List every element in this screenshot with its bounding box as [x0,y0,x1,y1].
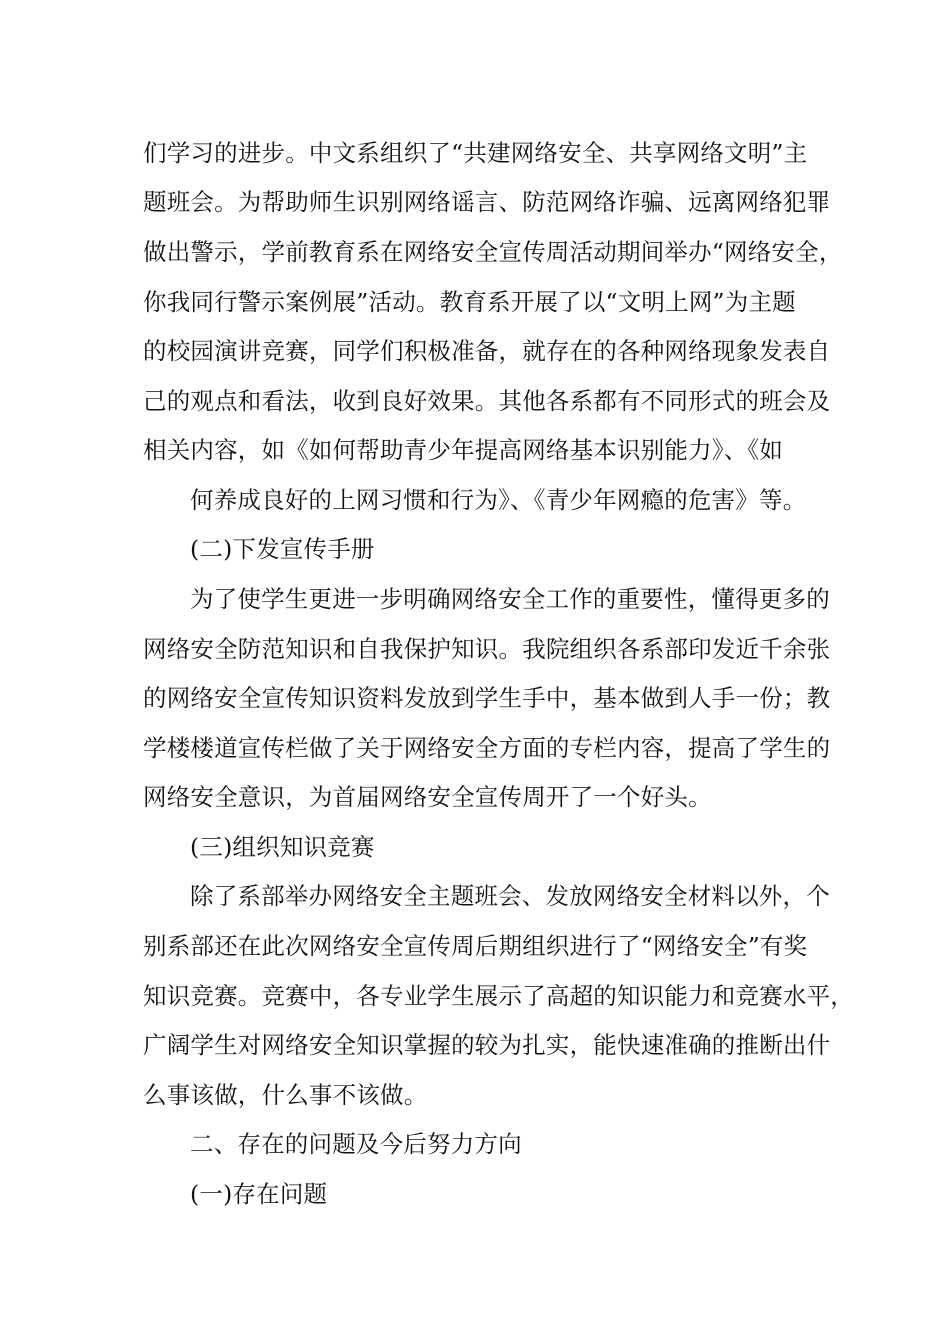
text-line: 相关内容，如《如何帮助青少年提高网络基本识别能力》、《如 [143,436,784,464]
text-line: 为了使学生更进一步明确网络安全工作的重要性，懂得更多的 [190,585,830,613]
text-line: 么事该做，什么事不该做。 [143,1081,428,1109]
text-line: 网络安全防范知识和自我保护知识。我院组织各系部印发近千余张 [143,635,831,663]
text-line: 做出警示，学前教育系在网络安全宣传周活动期间举办“网络安全， [143,238,843,266]
text-line: 己的观点和看法，收到良好效果。其他各系都有不同形式的班会及 [143,387,831,415]
text-line: 别系部还在此次网络安全宣传周后期组织进行了“网络安全”有奖 [143,932,808,960]
text-line: 知识竞赛。竞赛中，各专业学生展示了高超的知识能力和竞赛水平， [143,982,854,1010]
section-heading: (二)下发宣传手册 [190,535,375,563]
text-line: 学楼楼道宣传栏做了关于网络安全方面的专栏内容，提高了学生的 [143,734,831,762]
text-line: 除了系部举办网络安全主题班会、发放网络安全材料以外，个 [190,882,830,910]
section-heading: (三)组织知识竞赛 [190,833,375,861]
text-line: 你我同行警示案例展”活动。教育系开展了以“文明上网”为主题 [143,288,796,316]
text-line: 们学习的进步。中文系组织了“共建网络安全、共享网络文明”主 [143,139,808,167]
text-line: 的校园演讲竞赛，同学们积极准备，就存在的各种网络现象发表自 [143,337,831,365]
text-line: 题班会。为帮助师生识别网络谣言、防范网络诈骗、远离网络犯罪 [143,188,831,216]
text-line: 网络安全意识，为首届网络安全宣传周开了一个好头。 [143,783,712,811]
section-heading: 二、存在的问题及今后努力方向 [190,1130,522,1158]
text-line: 何养成良好的上网习惯和行为》、《青少年网瘾的危害》等。 [190,486,807,514]
text-line: 广阔学生对网络安全知识掌握的较为扎实，能快速准确的推断出什 [143,1031,831,1059]
section-heading: (一)存在问题 [190,1180,328,1208]
text-line: 的网络安全宣传知识资料发放到学生手中，基本做到人手一份；教 [143,684,831,712]
